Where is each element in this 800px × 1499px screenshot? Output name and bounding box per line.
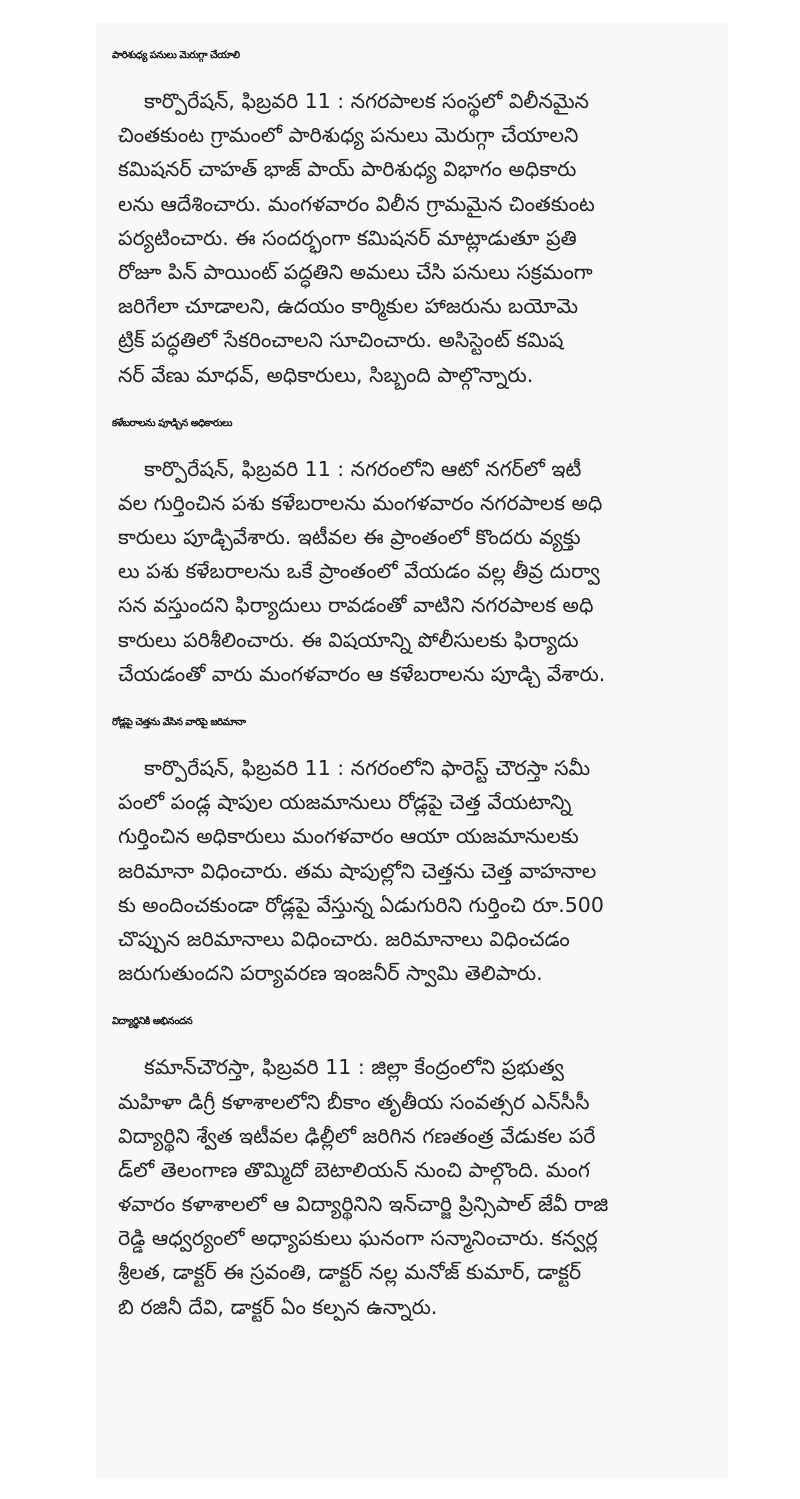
article-text-line: డ్‌లో తెలంగాణ తొమ్మిదో బెటాలియన్ నుంచి పాల్గొంది. మంగ [118, 1157, 590, 1182]
article-body [118, 1050, 706, 1324]
article-text-line: రెడ్డి ఆధ్వర్యంలో అధ్యాపకులు ఘనంగా సన్మానించారు. కన్వర్ల [118, 1226, 598, 1251]
news-article [112, 36, 706, 392]
article-text-line: రోజూ పిన్ పాయింట్ పద్ధతిని అమలు చేసి పనులు సక్రమంగా [118, 259, 593, 284]
article-text-line: జరిగేలా చూడాలని, ఉదయం కార్మికుల హాజరును బయోమె [118, 294, 579, 319]
article-text-line: గుర్తించిన అధికారులు మంగళవారం ఆయా యజమానులకు [118, 824, 579, 849]
article-text-line: కార్పొరేషన్, ఫిబ్రవరి 11 : నగరపాలక సంస్థలో విలీనమైన [144, 89, 589, 113]
news-article [112, 703, 706, 990]
news-article [112, 404, 706, 691]
article-text-line: శ్రీలత, డాక్టర్ ఈ స్రవంతి, డాక్టర్ నల్ల మనోజ్ కుమార్, డాక్టర్ [118, 1260, 582, 1285]
article-headline: కళేబరాలను పూడ్చిన అధికారులు [112, 417, 232, 429]
article-body [118, 452, 706, 691]
article-text-line: కార్పొరేషన్, ఫిబ్రవరి 11 : నగరంలోని ఫారెస్ట్ చౌరస్తా సమీ [144, 756, 591, 780]
article-text-line: కారులు పూడ్చివేశారు. ఇటీవల ఈ ప్రాంతంలో కొందరు వ్యక్తు [118, 525, 581, 550]
article-text-line: కు అందించకుండా రోడ్లపై వేస్తున్న ఏడుగురిని గుర్తించి రూ.500 [118, 892, 604, 917]
article-text-line: లు పశు కళేబరాలను ఒకే ప్రాంతంలో వేయడం వల్ల తీవ్ర దుర్వా [118, 559, 600, 584]
article-body [118, 751, 706, 990]
article-headline: రోడ్లపై చెత్తను వేసిన వారిపై జరిమానా [112, 717, 246, 728]
article-text-line: చేయడంతో వారు మంగళవారం ఆ కళేబరాలను పూడ్చి వేశారు. [118, 661, 606, 686]
article-text-line: మహిళా డిగ్రీ కళాశాలలోని బీకాం తృతీయ సంవత్సర ఎన్‌సీసీ [118, 1089, 590, 1114]
article-text-line: చొప్పున జరిమానాలు విధించారు. జరిమానాలు విధించడం [118, 926, 570, 951]
newspaper-clipping [96, 22, 728, 1478]
article-text-line: కమాన్‌చౌరస్తా, ఫిబ్రవరి 11 : జిల్లా కేంద్రంలోని ప్రభుత్వ [144, 1055, 564, 1080]
article-text-line: లను ఆదేశించారు. మంగళవారం విలీన గ్రామమైన చింతకుంట [118, 191, 595, 216]
article-text-line: సన వస్తుందని ఫిర్యాదులు రావడంతో వాటిని నగరపాలక అధి [118, 593, 594, 618]
article-text-line: పంలో పండ్ల షాపుల యజమానులు రోడ్లపై చెత్త వేయటాన్ని [118, 790, 572, 815]
article-body [118, 84, 706, 392]
article-text-line: కమిషనర్ చాహత్ భాజ్ పాయ్ పారిశుధ్య విభాగం అధికారు [118, 157, 577, 182]
article-text-line: జరిమానా విధించారు. తమ షాపుల్లోని చెత్తను చెత్త వాహనాల [118, 858, 597, 883]
article-text-line: చింతకుంట గ్రామంలో పారిశుధ్య పనులు మెరుగ్గా చేయాలని [118, 123, 579, 148]
article-text-line: కార్పొరేషన్, ఫిబ్రవరి 11 : నగరంలోని ఆటో నగర్‌లో ఇటీ [144, 456, 582, 481]
article-text-line: కారులు పరిశీలించారు. ఈ విషయాన్ని పోలీసులకు ఫిర్యాదు [118, 627, 579, 652]
article-text-line: పర్యటించారు. ఈ సందర్భంగా కమిషనర్ మాట్లాడుతూ ప్రతి [118, 225, 577, 250]
news-article [112, 1002, 706, 1324]
article-headline: పారిశుధ్య పనులు మెరుగ్గా చేయాలి [112, 50, 240, 61]
article-headline: విద్యార్థినికి అభినందన [112, 1016, 193, 1028]
article-text-line: ట్రిక్ పద్ధతిలో సేకరించాలని సూచించారు. అసిస్టెంట్ కమిష [118, 328, 564, 353]
article-text-line: నర్ వేణు మాధవ్, అధికారులు, సిబ్బంది పాల్గొన్నారు. [118, 362, 534, 387]
article-text-line: వల గుర్తించిన పశు కళేబరాలను మంగళవారం నగరపాలక అధి [118, 490, 603, 515]
article-text-line: ళవారం కళాశాలలో ఆ విద్యార్థినిని ఇన్‌చార్జి ప్రిన్సిపాల్ జేవీ రాజి [118, 1192, 609, 1217]
article-text-line: విద్యార్థిని శ్వేత ఇటీవల ఢిల్లీలో జరిగిన గణతంత్ర వేడుకల పరే [118, 1123, 596, 1148]
article-text-line: బి రజినీ దేవి, డాక్టర్ ఏం కల్పన ఉన్నారు. [118, 1294, 438, 1319]
article-text-line: జరుగుతుందని పర్యావరణ ఇంజనీర్ స్వామి తెలిపారు. [118, 961, 543, 986]
